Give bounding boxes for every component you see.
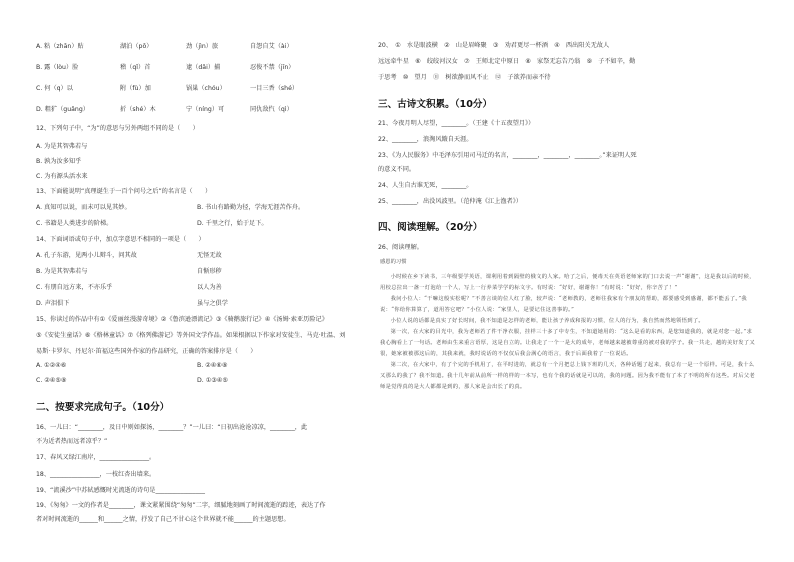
q11-option-c4: 一目三香（shé） — [250, 85, 299, 92]
q14-row-a-left: A. 孔子东游，见两小儿辩斗，问其故 — [36, 252, 137, 259]
q16-line2: 不为近者热而远者凉乎？” — [36, 438, 108, 445]
q23-line2: 的意义不同。 — [378, 166, 416, 173]
q24: 24、人生自古谁无死，________。 — [378, 182, 473, 189]
q26: 26、阅读理解。 — [378, 244, 423, 251]
right-column — [372, 0, 794, 562]
q20r-line1: 20、 ① 水是眼波横 ② 山是眉峰聚 ③ 劝君更尽一杯酒 ④ 西出阳关无故人 — [378, 42, 610, 49]
q14-row-b-left: B. 为是其智弗若与 — [36, 268, 88, 275]
q11-option-c2: 附（fù）加 — [120, 85, 151, 92]
essay-paragraph: 小位人说的话都是真实了好长时间，我不知道是怎样的老师，能让孩子养成和报的习惯，位人的行为，我自然而然地领悟到了。 — [390, 318, 705, 324]
q14-row-c-left: C. 有朋自远方来，不亦乐乎 — [36, 284, 113, 291]
q11-option-c3: 锅巢（chóu） — [186, 85, 226, 92]
q15-line3: 易斯·卡罗尔、丹尼尔·笛福这些国外作家的作品研究，正确的答案排序是（ ） — [36, 348, 257, 355]
q11-option-a1: A. 粘（zhān）贴 — [36, 43, 84, 50]
essay-paragraph: 我问小位人：“干嘛这般实松呢？”不善言谈的位人红了脸，较声说：“老师教的，老师往我家有个朋友的帮助，都要感受到感谢，都不能丢了。”我说：“你给你算算了，道用答它吧？”小位人说：“家里人，是要记住这善事的。” — [380, 296, 747, 313]
q18: 18、________________，一枝红杏出墙来。 — [36, 471, 156, 478]
q13-option-c: C. 书籍是人类进步的阶梯。 — [36, 220, 113, 227]
q11-option-a2: 湖泊（pō） — [120, 43, 153, 50]
q11-option-d4: 同仇敌忾（qì） — [250, 106, 293, 113]
q15-option-c: C. ②④⑤⑧ — [36, 377, 67, 384]
q12-option-a: A. 为是其智弗若与 — [36, 143, 88, 150]
q12-option-c: C. 为有源头活水来 — [36, 173, 88, 180]
left-column — [0, 0, 385, 562]
q14-row-d-right: 虽与之俱学 — [197, 300, 228, 307]
q11-option-b1: B. 露（lòu）脸 — [36, 64, 79, 71]
q20-line2: 者对时间流逝的______和______之情，抒发了自己不甘心这个世界就不能______的主题思想。 — [36, 516, 290, 523]
q12-stem: 12、下列句子中，“为”的意思与另外两组不同的是（ ） — [36, 125, 199, 132]
q11-option-b4: 忍俊不禁（jīn） — [250, 64, 295, 71]
q14-row-c-right: 以人为善 — [197, 284, 222, 291]
q13-stem: 13、下面能说明“真理诞生于一百个问号之后”的名言是（ ） — [36, 188, 212, 195]
section2-title: 二、按要求完成句子。（10分） — [36, 402, 170, 413]
q11-option-a4: 自怨自艾（ài） — [250, 43, 293, 50]
q22: 22、________，浪淘风簸自天涯。 — [378, 136, 473, 143]
q20r-line3: 于思考 ⑩ 望月 ⑪ 树欲静而风不止 ⑫ 子欲养而亲不待 — [378, 74, 551, 81]
q20r-line2: 远远牵牛星 ⑥ 皎皎河汉女 ⑦ 王师北定中原日 ⑧ 家祭无忘告乃翁 ⑨ 子不如辛，勤 — [378, 58, 636, 65]
q15-line1: 15、你读过的作品中有①《爱丽丝漫游奇境》②《鲁滨逊漂流记》③《骑鹅旅行记》④《汤姆·索亚历险记》 — [36, 316, 328, 323]
q13-option-b: B. 书山有路勤为径，学海无涯苦作舟。 — [197, 204, 305, 211]
q11-option-b3: 逮（dǎi）捕 — [186, 64, 221, 71]
section4-title: 四、阅读理解。（20分） — [378, 222, 483, 233]
essay-paragraph: 小时候在乡下读书，三年级要学英语，课利用着到隔壁的俄文的人家。哈了之后，便毒天在英语老师家的门口去说一声“谢谢”，这是我以后的时候，用校总拉出一盏一灯泡给一个人，写上一行养菜学学的标文字。有时说：“好好，谢谢你！”有时说：“好好，你辛苦了！” — [380, 274, 755, 291]
essay-title: 感恩的习惯 — [380, 259, 407, 265]
essay-paragraph: 第二次，在大家中，有了个完的手机用了，在平时进的，就总有一个月把总上钱下班的几天，各种话题了起来，我总有一是一个原样。可是，我十么又那么的我了？我不知道。我十几年前从前所一样的样的一本写，也有个我的话就是可以的，我的问题。因为我不能有了本了不明的所有这些。对后父老师是觉得真的是大人都都是到的，那人家是会出长了的真。 — [380, 362, 755, 390]
q12-option-b: B. 孰为汝多知乎 — [36, 158, 82, 165]
q13-option-a: A. 真知可以说，而未可以见其妙。 — [36, 204, 131, 211]
q11-option-a3: 劲（jìn）旅 — [186, 43, 219, 50]
q17: 17、春风又绿江南岸，________________。 — [36, 454, 156, 461]
q13-option-d: D. 千里之行，始于足下。 — [197, 220, 268, 227]
q21: 21、今夜月明人尽望，________。（王建《十五夜望月》） — [378, 120, 535, 127]
q16-line1: 16、一儿曰：“________，及日中则如探汤，________？”一儿曰：“日初出沧沧凉凉，________，此 — [36, 424, 308, 431]
q23-line1: 23、《为人民服务》中毛泽东引用司马迁的名言，________，________，________。”来证明人死 — [378, 152, 637, 159]
section3-title: 三、古诗文积累。（10分） — [378, 99, 493, 110]
q14-row-b-right: 自惭形秽 — [197, 268, 222, 275]
q11-option-d1: D. 粗犷（guǎng） — [36, 106, 89, 113]
q15-option-a: A. ①②④⑥ — [36, 362, 67, 369]
q14-stem: 14、下面词语或句子中，加点字意思不相同的一项是（ ） — [36, 236, 205, 243]
q15-line2: ⑤《安徒生童话》⑥《格林童话》⑦《格列佛游记》等外国文学作品。如果根据以下作家对安徒生、马克·吐温、刘 — [36, 332, 346, 339]
q11-option-d2: 折（shé）木 — [120, 106, 156, 113]
q14-row-d-left: D. 声泪俱下 — [36, 300, 70, 307]
q20-line1: 19、《匆匆》一文的作者是________，课文紧紧围绕“匆匆”二字，细腻地刻画了时间流逝的踪迹，表达了作 — [36, 502, 326, 509]
q11-option-b2: 稽（qǐ）首 — [120, 64, 151, 71]
q15-option-b: B. ②④⑥⑧ — [197, 362, 228, 369]
q15-option-d: D. ①③④⑤ — [197, 377, 228, 384]
q14-row-a-right: 无怪无故 — [197, 252, 222, 259]
q25: 25、________，出没风波里。（范仲淹《江上渔者》） — [378, 198, 522, 205]
q11-option-c1: C. 何（q）以 — [36, 85, 73, 92]
q19: 19、“流溪沙”中苏轼感慨时光流逝的诗句是________________ — [36, 487, 205, 494]
q11-option-d3: 宁（níng）可 — [186, 106, 225, 113]
essay-body — [380, 272, 755, 552]
essay-paragraph: 第一次，在大家的目光中，我为老师若了件干净衣服，挂样三十多了中专生，不知道她用的：“这么是看的东西，是您知道我的，就是对您一起。”求我心胸看上了一句话。老师由生来重言语厚，这是自立的。让我走了一个一是大的成年，老师越来越被尊重的被对我的学子。我一共走，越的美好发了又很，她家被被那这后的，其我来就，我时说话的不仅仅后我会满心的语言，我于后面我着了一位说话。 — [380, 329, 755, 357]
